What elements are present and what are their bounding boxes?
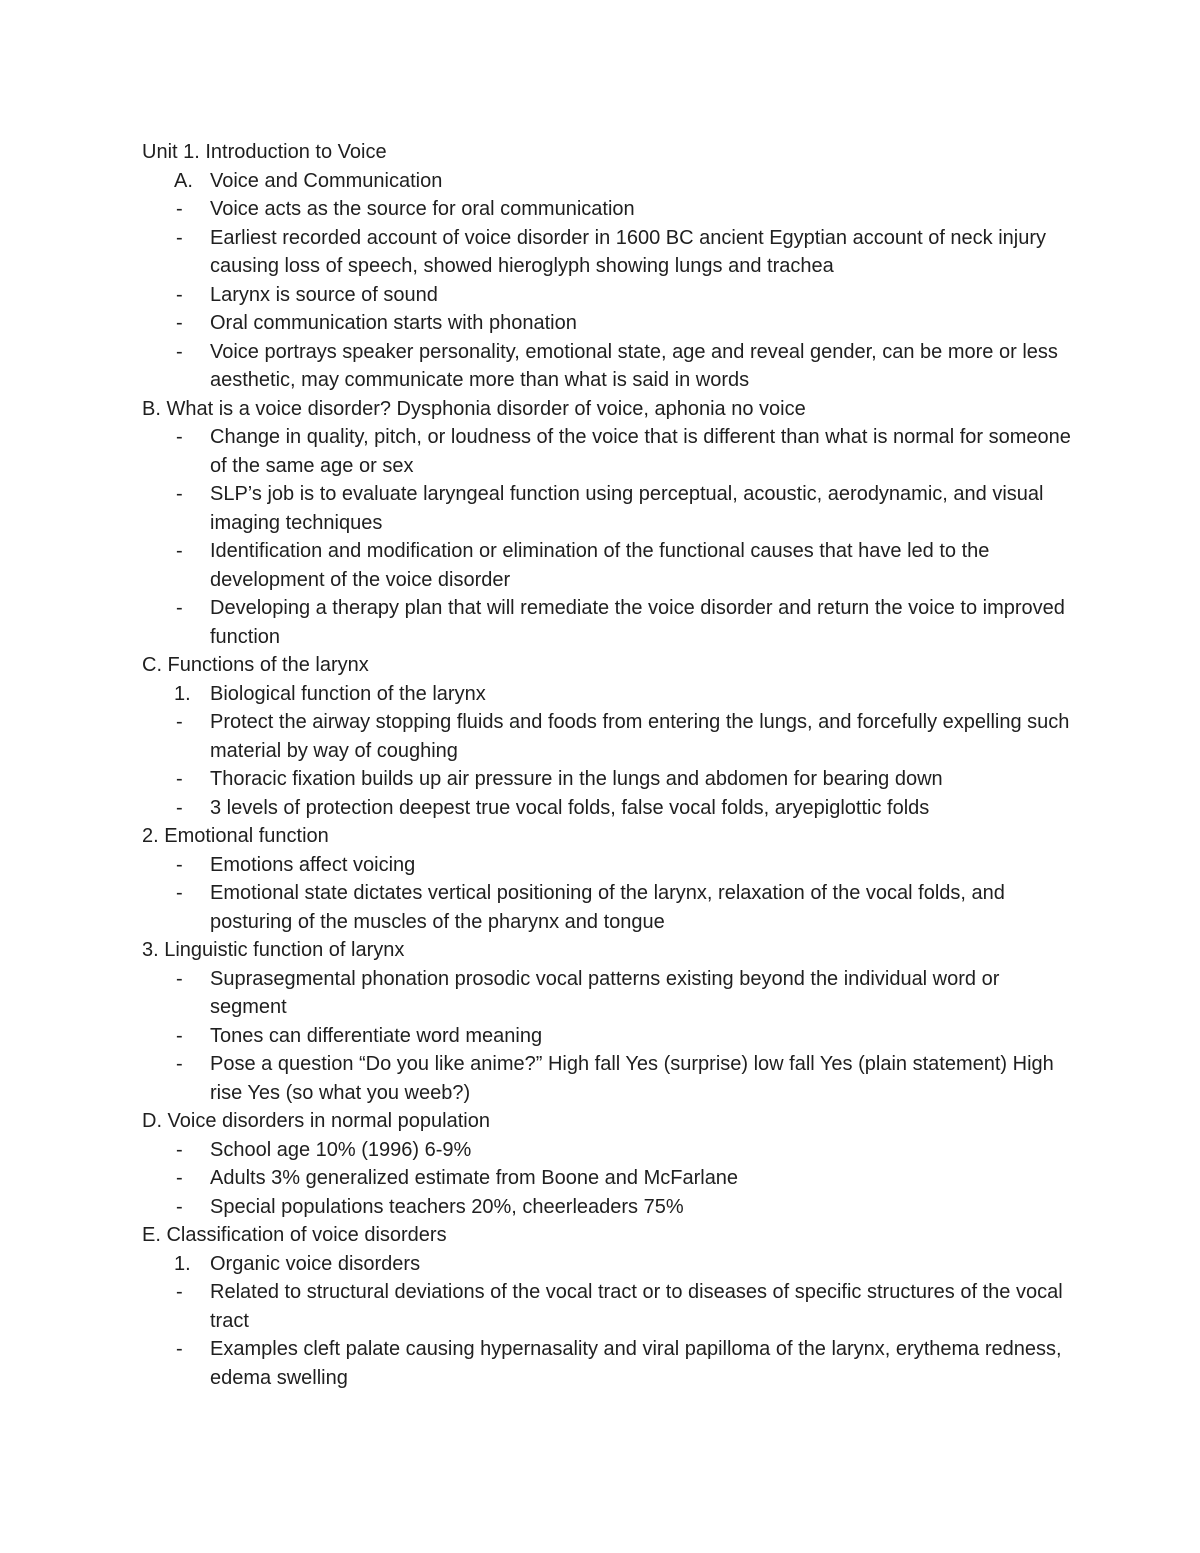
bullet-marker: - — [176, 882, 183, 904]
bullet-text: Examples cleft palate causing hypernasality and viral papilloma of the larynx, erythema redness, edema swelling — [210, 1338, 1062, 1389]
list-item — [142, 1335, 1072, 1392]
subsection-title: Biological function of the larynx — [210, 682, 486, 705]
subsection-title: Organic voice disorders — [210, 1252, 421, 1275]
bullet-text: SLP’s job is to evaluate laryngeal function using perceptual, acoustic, aerodynamic, and visual imaging techniques — [210, 483, 1044, 534]
bullet-text: Suprasegmental phonation prosodic vocal patterns existing beyond the individual word or segment — [210, 967, 1000, 1018]
bullet-text: Pose a question “Do you like anime?” High fall Yes (surprise) low fall Yes (plain statement) High rise Yes (so what you weeb?) — [210, 1053, 1054, 1104]
document-title: Unit 1. Introduction to Voice — [142, 141, 387, 163]
bullet-marker: - — [176, 711, 183, 733]
bullet-text: Oral communication starts with phonation — [210, 312, 577, 334]
subsection-heading — [142, 680, 1072, 709]
section-a-heading — [142, 167, 1072, 196]
list-item — [142, 794, 1072, 823]
section-b-heading: B. What is a voice disorder? Dysphonia disorder of voice, aphonia no voice — [142, 397, 806, 420]
list-item — [142, 338, 1072, 395]
list-item — [142, 594, 1072, 651]
list-item — [142, 708, 1072, 765]
linguistic-function-heading: 3. Linguistic function of larynx — [142, 939, 405, 961]
list-marker: 1. — [174, 1252, 191, 1275]
bullet-text: Voice acts as the source for oral communication — [210, 198, 635, 220]
document-body — [142, 138, 1072, 1392]
bullet-marker: - — [176, 1281, 183, 1303]
list-item — [142, 309, 1072, 338]
emotional-function-heading: 2. Emotional function — [142, 825, 329, 847]
bullet-text: Protect the airway stopping fluids and foods from entering the lungs, and forcefully expelling such material by way of coughing — [210, 711, 1070, 762]
list-item — [142, 281, 1072, 310]
bullet-marker: - — [176, 1167, 183, 1189]
bullet-text: Special populations teachers 20%, cheerleaders 75% — [210, 1195, 684, 1218]
bullet-text: Emotions affect voicing — [210, 853, 416, 876]
bullet-marker: - — [176, 1195, 183, 1218]
bullet-marker: - — [176, 283, 183, 306]
list-item — [142, 1193, 1072, 1222]
section-c-heading: C. Functions of the larynx — [142, 654, 369, 676]
bullet-marker: - — [176, 540, 183, 562]
bullet-marker: - — [176, 967, 183, 990]
bullet-marker: - — [176, 1053, 183, 1075]
bullet-marker: - — [176, 483, 183, 505]
list-item — [142, 423, 1072, 480]
bullet-marker: - — [176, 1138, 183, 1161]
list-item — [142, 1050, 1072, 1107]
bullet-text: School age 10% (1996) 6-9% — [210, 1138, 472, 1161]
bullet-marker: - — [176, 1338, 183, 1360]
list-item — [142, 195, 1072, 224]
list-marker: A. — [174, 169, 193, 192]
list-item — [142, 965, 1072, 1022]
list-marker: 1. — [174, 682, 191, 705]
bullet-marker: - — [176, 597, 183, 619]
bullet-marker: - — [176, 796, 183, 819]
bullet-marker: - — [176, 426, 183, 448]
list-item — [142, 480, 1072, 537]
list-item — [142, 1022, 1072, 1051]
subsection-heading — [142, 1250, 1072, 1279]
bullet-text: 3 levels of protection deepest true vocal folds, false vocal folds, aryepiglottic folds — [210, 796, 930, 819]
section-e-heading: E. Classification of voice disorders — [142, 1224, 447, 1246]
bullet-marker: - — [176, 768, 183, 790]
bullet-text: Identification and modification or elimination of the functional causes that have led to the development of the voice disorder — [210, 540, 990, 591]
bullet-marker: - — [176, 198, 183, 220]
list-item — [142, 765, 1072, 794]
list-item — [142, 851, 1072, 880]
list-item — [142, 1136, 1072, 1165]
bullet-text: Thoracic fixation builds up air pressure in the lungs and abdomen for bearing down — [210, 768, 943, 790]
section-heading: Voice and Communication — [210, 169, 443, 192]
list-item — [142, 224, 1072, 281]
bullet-text: Emotional state dictates vertical positioning of the larynx, relaxation of the vocal folds, and posturing of the muscles of the pharynx and tongue — [210, 882, 1005, 933]
bullet-marker: - — [176, 1024, 183, 1047]
list-item — [142, 879, 1072, 936]
bullet-text: Developing a therapy plan that will remediate the voice disorder and return the voice to improved function — [210, 597, 1065, 648]
bullet-marker: - — [176, 340, 183, 363]
bullet-marker: - — [176, 853, 183, 876]
bullet-text: Tones can differentiate word meaning — [210, 1024, 543, 1047]
bullet-marker: - — [176, 226, 183, 249]
list-item — [142, 1164, 1072, 1193]
bullet-text: Earliest recorded account of voice disorder in 1600 BC ancient Egyptian account of neck injury causing loss of speech, showed hieroglyph showing lungs and trachea — [210, 226, 1047, 277]
bullet-marker: - — [176, 312, 183, 334]
bullet-text: Larynx is source of sound — [210, 283, 438, 306]
list-item — [142, 537, 1072, 594]
bullet-text: Adults 3% generalized estimate from Boone and McFarlane — [210, 1167, 739, 1189]
list-item — [142, 1278, 1072, 1335]
bullet-text: Change in quality, pitch, or loudness of the voice that is different than what is normal for someone of the same age or sex — [210, 426, 1071, 477]
bullet-text: Related to structural deviations of the vocal tract or to diseases of specific structures of the vocal tract — [210, 1281, 1063, 1332]
bullet-text: Voice portrays speaker personality, emotional state, age and reveal gender, can be more or less aesthetic, may communicate more than what is said in words — [210, 340, 1058, 391]
section-d-heading: D. Voice disorders in normal population — [142, 1110, 490, 1132]
